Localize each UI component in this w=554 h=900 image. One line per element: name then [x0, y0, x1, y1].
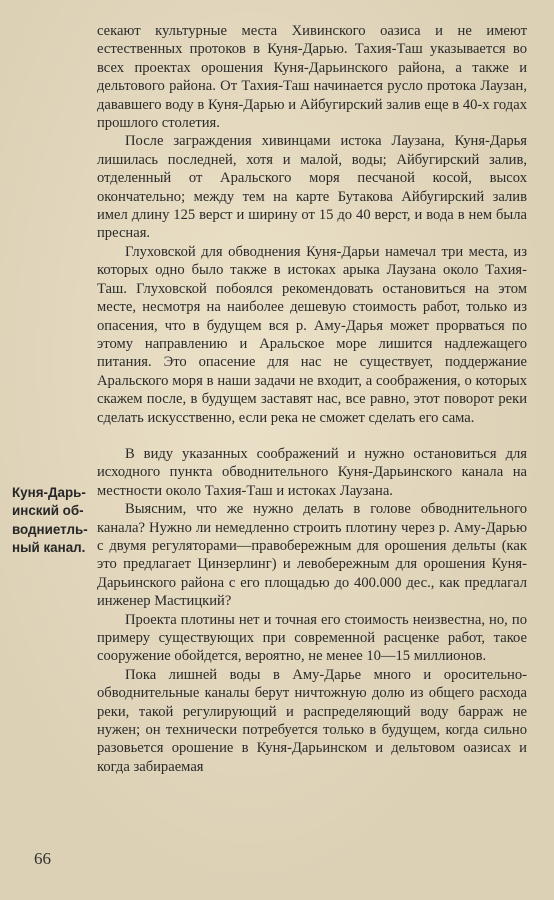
margin-heading-line: водниетль- [12, 521, 88, 537]
paragraph-4: В виду указанных соображений и нужно остановиться для исходного пункта обводнительного Куня-Дарьинского канала на местности около Тахия-Таш и истоках Лаузана. [97, 445, 527, 499]
paragraph-5: Выясним, что же нужно делать в голове обводнительного канала? Нужно ли немедленно строить плотину через р. Аму-Дарью с двумя регуляторами—правобережным для орошения дельты (как это предлагает Цинзерлинг) и левобережным для орошения Куня-Дарьинского района с его площадью до 400.000 дес., как предлагал инженер Мастицкий? [97, 501, 527, 610]
section-gap [97, 427, 527, 445]
paragraph-2: После заграждения хивинцами истока Лаузана, Куня-Дарья лишилась последней, хотя и малой, воды; Айбугирский залив, отделенный от Аральского моря песчаной косой, высох окончательно; между тем на карте Бутакова Айбугирский залив имел длину 125 верст и ширину от 15 до 40 верст, и вода в нем была пресная. [97, 133, 527, 242]
page-number: 66 [34, 849, 51, 868]
paragraph-3: Глуховской для обводнения Куня-Дарьи намечал три места, из которых одно было также в истоках арыка Лаузана около Тахия-Таш. Глуховской побоялся рекомендовать остановиться на этом месте, несмотря на наиболее дешевую стоимость работ, только из опасения, что в будущем вся р. Аму-Дарья может прорваться по этому направлению и Аральское море лишится надлежащего питания. Это опасение для нас не существует, поддержание Аральского моря в наши задачи не входит, а соображения, о которых скажем после, в будущем заставят нас, все равно, этот поворот реки сделать искусственно, если река не сможет сделать его сама. [97, 243, 527, 426]
paragraph-6: Проекта плотины нет и точная его стоимость неизвестна, но, по примеру существующих при современной расценке работ, такое сооружение обойдется, вероятно, не менее 10—15 миллионов. [97, 611, 527, 665]
margin-heading-line: инский об- [12, 503, 84, 519]
margin-heading-line: ный канал. [12, 540, 86, 556]
margin-heading-line: Куня-Дарь- [12, 485, 86, 500]
body-text [97, 22, 527, 776]
paragraph-1: секают культурные места Хивинского оазиса и не имеют естественных протоков в Куня-Дарью. Тахия-Таш указывается во всех проектах орошения Куня-Дарьинского района, а также и дельтового района. От Тахия-Таш начинается русло протока Лаузан, дававшего воду в Куня-Дарью и Айбугирский залив еще в 40-х годах прошлого столетия. [97, 23, 527, 132]
paragraph-7: Пока лишней воды в Аму-Дарье много и оросительно-обводнительные каналы берут ничтожную долю из общего расхода реки, такой регулирующий и распределяющий воду барраж не нужен; он технически потребуется только в будущем, когда сильно разовьется орошение в Куня-Дарьинском и дельтовом оазисах и когда забираемая [97, 666, 527, 775]
margin-heading [12, 484, 112, 558]
